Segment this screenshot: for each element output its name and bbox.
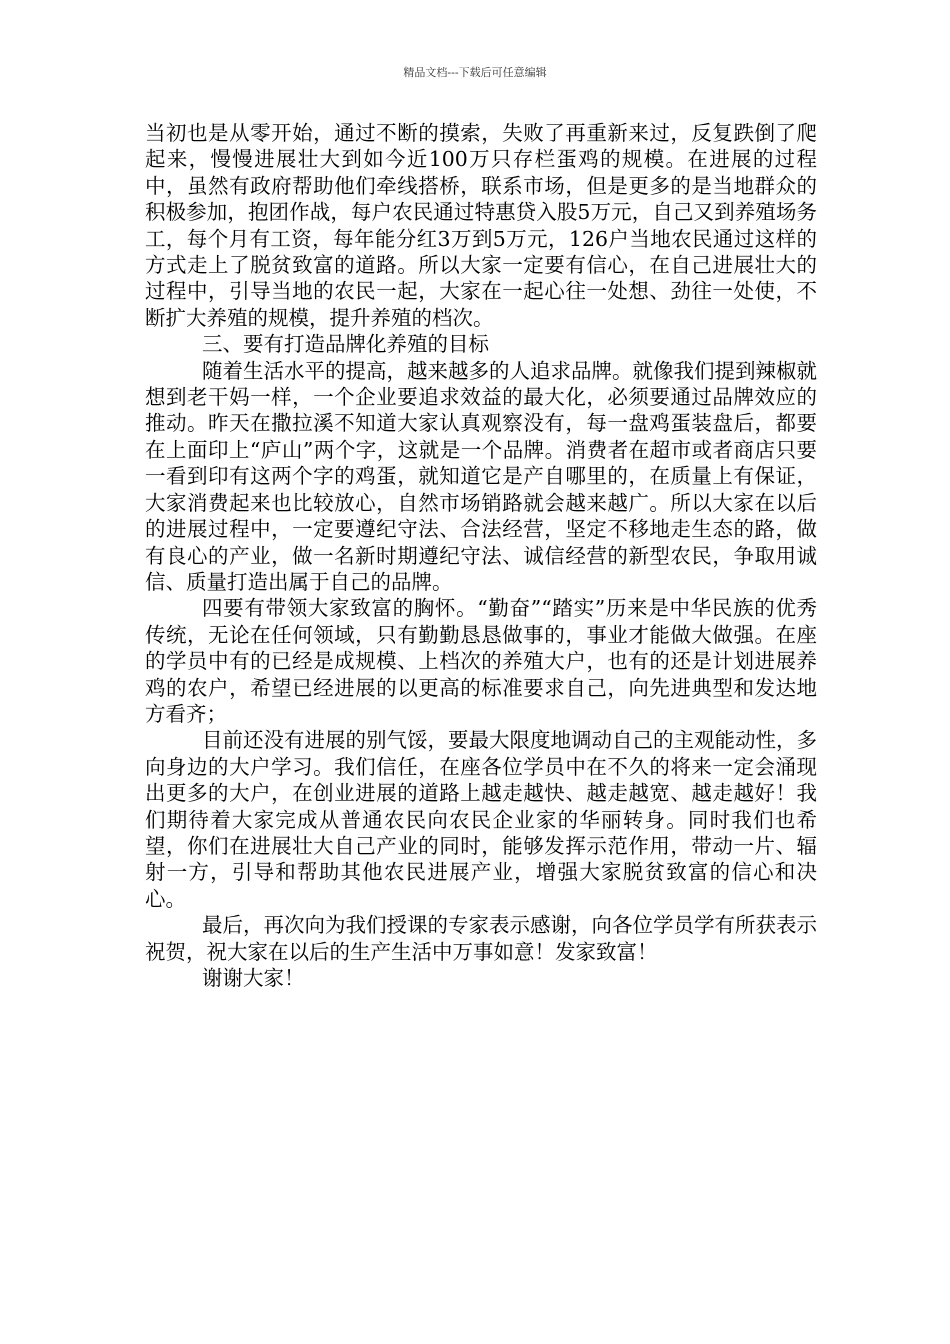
paragraph-thanks: 谢谢大家！ bbox=[202, 966, 305, 990]
paragraph-encouragement: 目前还没有进展的别气馁，要最大限度地调动自己的主观能动性，多向身边的大户学习。我们信任，在座各位学员中在不久的将来一定会涌现出更多的大户，在创业进展的道路上越走越快、越走越宽、越走越好！我们期待着大家完成从普通农民向农民企业家的华丽转身。同时我们也希望，你们在进展壮大自己产业的同时，能够发挥示范作用，带动一片、辐射一方，引导和帮助其他农民进展产业，增强大家脱贫致富的信心和决心。 bbox=[145, 728, 817, 911]
paragraph-brand: 随着生活水平的提高，越来越多的人追求品牌。就像我们提到辣椒就想到老干妈一样，一个企业要追求效益的最大化，必须要通过品牌效应的推动。昨天在撒拉溪不知道大家认真观察没有，每一盘鸡蛋装盘后，都要在上面印上“庐山”两个字，这就是一个品牌。消费者在超市或者商店只要一看到印有这两个字的鸡蛋，就知道它是产自哪里的，在质量上有保证，大家消费起来也比较放心，自然市场销路就会越来越广。所以大家在以后的进展过程中，一定要遵纪守法、合法经营，坚定不移地走生态的路，做有良心的产业，做一名新时期遵纪守法、诚信经营的新型农民，争取用诚信、质量打造出属于自己的品牌。 bbox=[145, 358, 817, 594]
paragraph-intro-continuation: 当初也是从零开始，通过不断的摸索，失败了再重新来过，反复跌倒了爬起来，慢慢进展壮大到如今近100万只存栏蛋鸡的规模。在进展的过程中，虽然有政府帮助他们牵线搭桥，联系市场，但是更多的是当地群众的积极参加，抱团作战，每户农民通过特惠贷入股5万元，自己又到养殖场务工，每个月有工资，每年能分红3万到5万元，126户当地农民通过这样的方式走上了脱贫致富的道路。所以大家一定要有信心，在自己进展壮大的过程中，引导当地的农民一起，大家在一起心往一处想、劲往一处使，不断扩大养殖的规模，提升养殖的档次。 bbox=[145, 121, 817, 330]
paragraph-lead-prosperity: 四要有带领大家致富的胸怀。“勤奋”“踏实”历来是中华民族的优秀传统，无论在任何领域，只有勤勤恳恳做事的，事业才能做大做强。在座的学员中有的已经是成规模、上档次的养殖大户，也有的还是计划进展养鸡的农户，希望已经进展的以更高的标准要求自己，向先进典型和发达地方看齐； bbox=[145, 596, 817, 726]
section-heading-brand: 三、要有打造品牌化养殖的目标 bbox=[202, 332, 489, 357]
paragraph-closing: 最后，再次向为我们授课的专家表示感谢，向各位学员学有所获表示祝贺，祝大家在以后的生产生活中万事如意！发家致富！ bbox=[145, 913, 817, 964]
document-body bbox=[145, 120, 817, 991]
page-header: 精品文档---下载后可任意编辑 bbox=[403, 66, 547, 79]
